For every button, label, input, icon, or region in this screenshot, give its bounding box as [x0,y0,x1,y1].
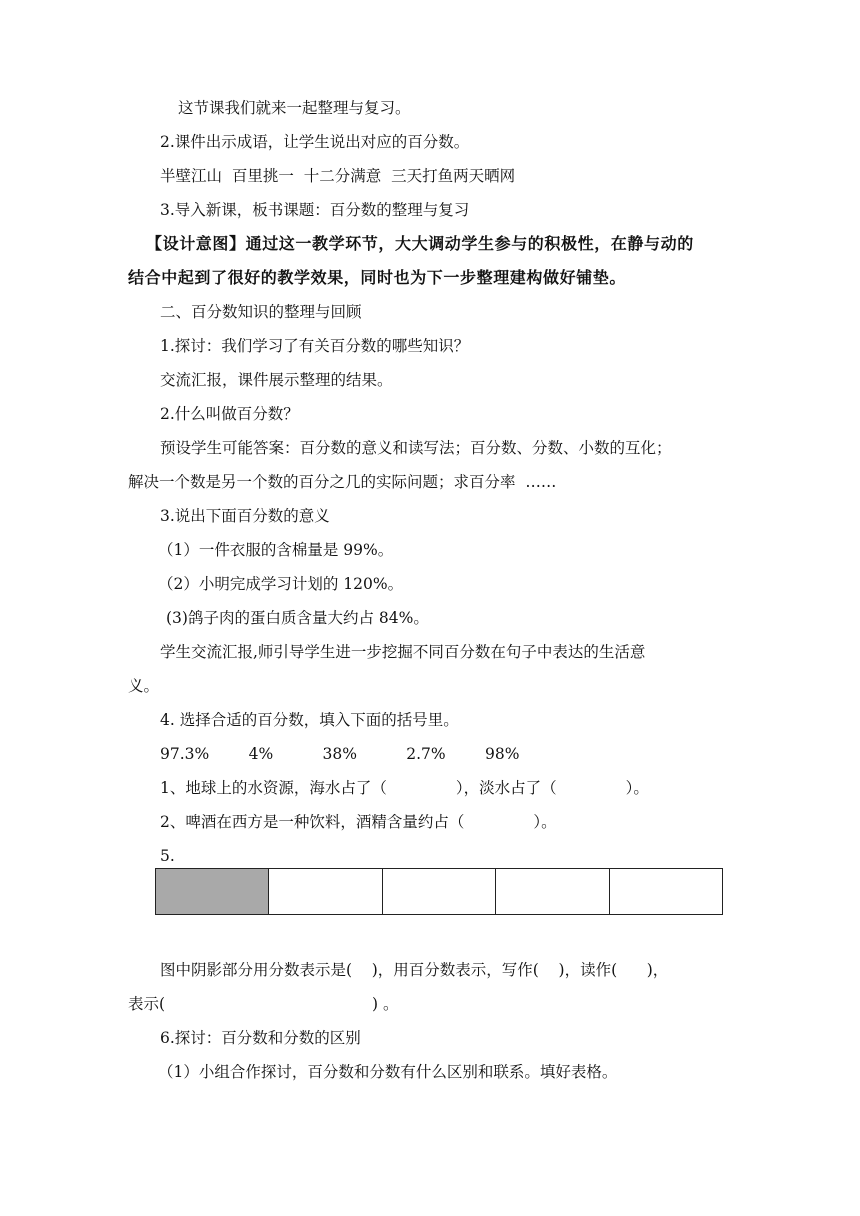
text-line: 1.探讨：我们学习了有关百分数的哪些知识？ [160,337,470,355]
shaded-fraction-figure [155,868,723,915]
text-line: 预设学生可能答案：百分数的意义和读写法；百分数、分数、小数的互化； [160,439,672,457]
fill-blank-question: 1、地球上的水资源，海水占了（ ），淡水占了（ ）。 [160,779,649,797]
text-line: 2.课件出示成语，让学生说出对应的百分数。 [160,133,470,151]
list-item: （2）小明完成学习计划的 120%。 [158,575,404,593]
design-intent-line: 结合中起到了很好的教学效果，同时也为下一步整理建构做好铺垫。 [128,268,627,287]
text-line: 4. 选择合适的百分数，填入下面的括号里。 [160,711,459,729]
blank-cell [269,869,382,914]
list-item: (3)鸽子肉的蛋白质含量大约占 84%。 [166,609,429,627]
text-line: 学生交流汇报,师引导学生进一步挖掘不同百分数在句子中表达的生活意 [160,643,646,661]
shaded-cell [156,869,269,914]
text-line: 3.说出下面百分数的意义 [160,507,330,525]
idiom-list: 半壁江山 百里挑一 十二分满意 三天打鱼两天晒网 [160,167,516,185]
text-line: 3.导入新课，板书课题：百分数的整理与复习 [160,201,470,219]
percent-options: 97.3% 4% 38% 2.7% 98% [160,745,520,763]
blank-cell [383,869,496,914]
text-line: 6.探讨：百分数和分数的区别 [160,1029,361,1047]
blank-cell [610,869,722,914]
fill-blank-question: 2、啤酒在西方是一种饮料，酒精含量约占（ ）。 [160,813,557,831]
text-line: 这节课我们就来一起整理与复习。 [178,99,411,117]
text-line: 交流汇报，课件展示整理的结果。 [160,371,393,389]
design-intent-line: 【设计意图】通过这一教学环节，大大调动学生参与的积极性，在静与动的 [146,234,694,253]
text-line: 义。 [128,677,160,695]
list-item: （1）小组合作探讨，百分数和分数有什么区别和联系。填好表格。 [158,1063,618,1081]
list-item: （1）一件衣服的含棉量是 99%。 [158,541,394,559]
fill-blank-question: 图中阴影部分用分数表示是( )，用百分数表示，写作( )，读作( )， [160,961,669,979]
fill-blank-question: 表示( ) 。 [128,995,399,1013]
section-heading: 二、百分数知识的整理与回顾 [160,303,362,321]
text-line: 2.什么叫做百分数？ [160,405,299,423]
text-line: 解决一个数是另一个数的百分之几的实际问题；求百分率 …… [128,473,557,491]
blank-cell [496,869,609,914]
question-number: 5. [160,847,175,865]
